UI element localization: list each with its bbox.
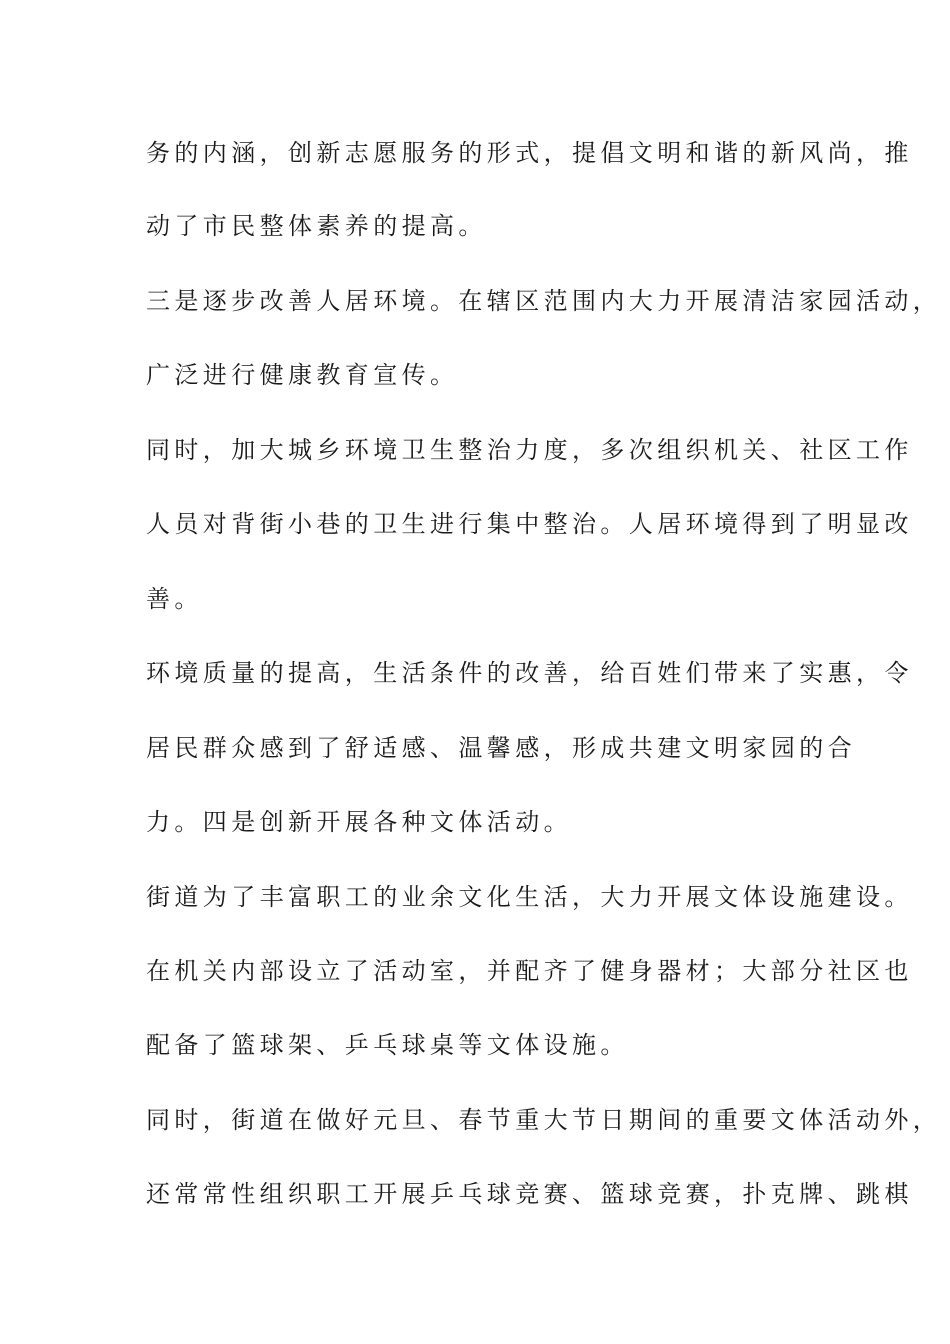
text-line: 动了市民整体素养的提高。 [146, 212, 487, 240]
text-line: 人员对背街小巷的卫生进行集中整治。人居环境得到了明显改 [146, 510, 913, 538]
text-line: 广泛进行健康教育宣传。 [146, 361, 459, 389]
text-line: 在机关内部设立了活动室，并配齐了健身器材；大部分社区也 [146, 957, 913, 985]
text-line: 善。 [146, 585, 203, 613]
text-line: 街道为了丰富职工的业余文化生活，大力开展文体设施建设。 [146, 883, 913, 911]
text-line: 同时，街道在做好元旦、春节重大节日期间的重要文体活动外， [146, 1106, 942, 1134]
text-line: 环境质量的提高，生活条件的改善，给百姓们带来了实惠，令 [146, 659, 913, 687]
text-line: 居民群众感到了舒适感、温馨感，形成共建文明家园的合 [146, 734, 856, 762]
text-line: 还常常性组织职工开展乒乓球竞赛、篮球竞赛，扑克牌、跳棋 [146, 1180, 913, 1208]
text-line: 力。四是创新开展各种文体活动。 [146, 808, 572, 836]
text-line: 配备了篮球架、乒乓球桌等文体设施。 [146, 1031, 629, 1059]
text-line: 务的内涵，创新志愿服务的形式，提倡文明和谐的新风尚，推 [146, 139, 913, 167]
text-line: 同时，加大城乡环境卫生整治力度，多次组织机关、社区工作 [146, 436, 913, 464]
text-line: 三是逐步改善人居环境。在辖区范围内大力开展清洁家园活动， [146, 287, 942, 315]
